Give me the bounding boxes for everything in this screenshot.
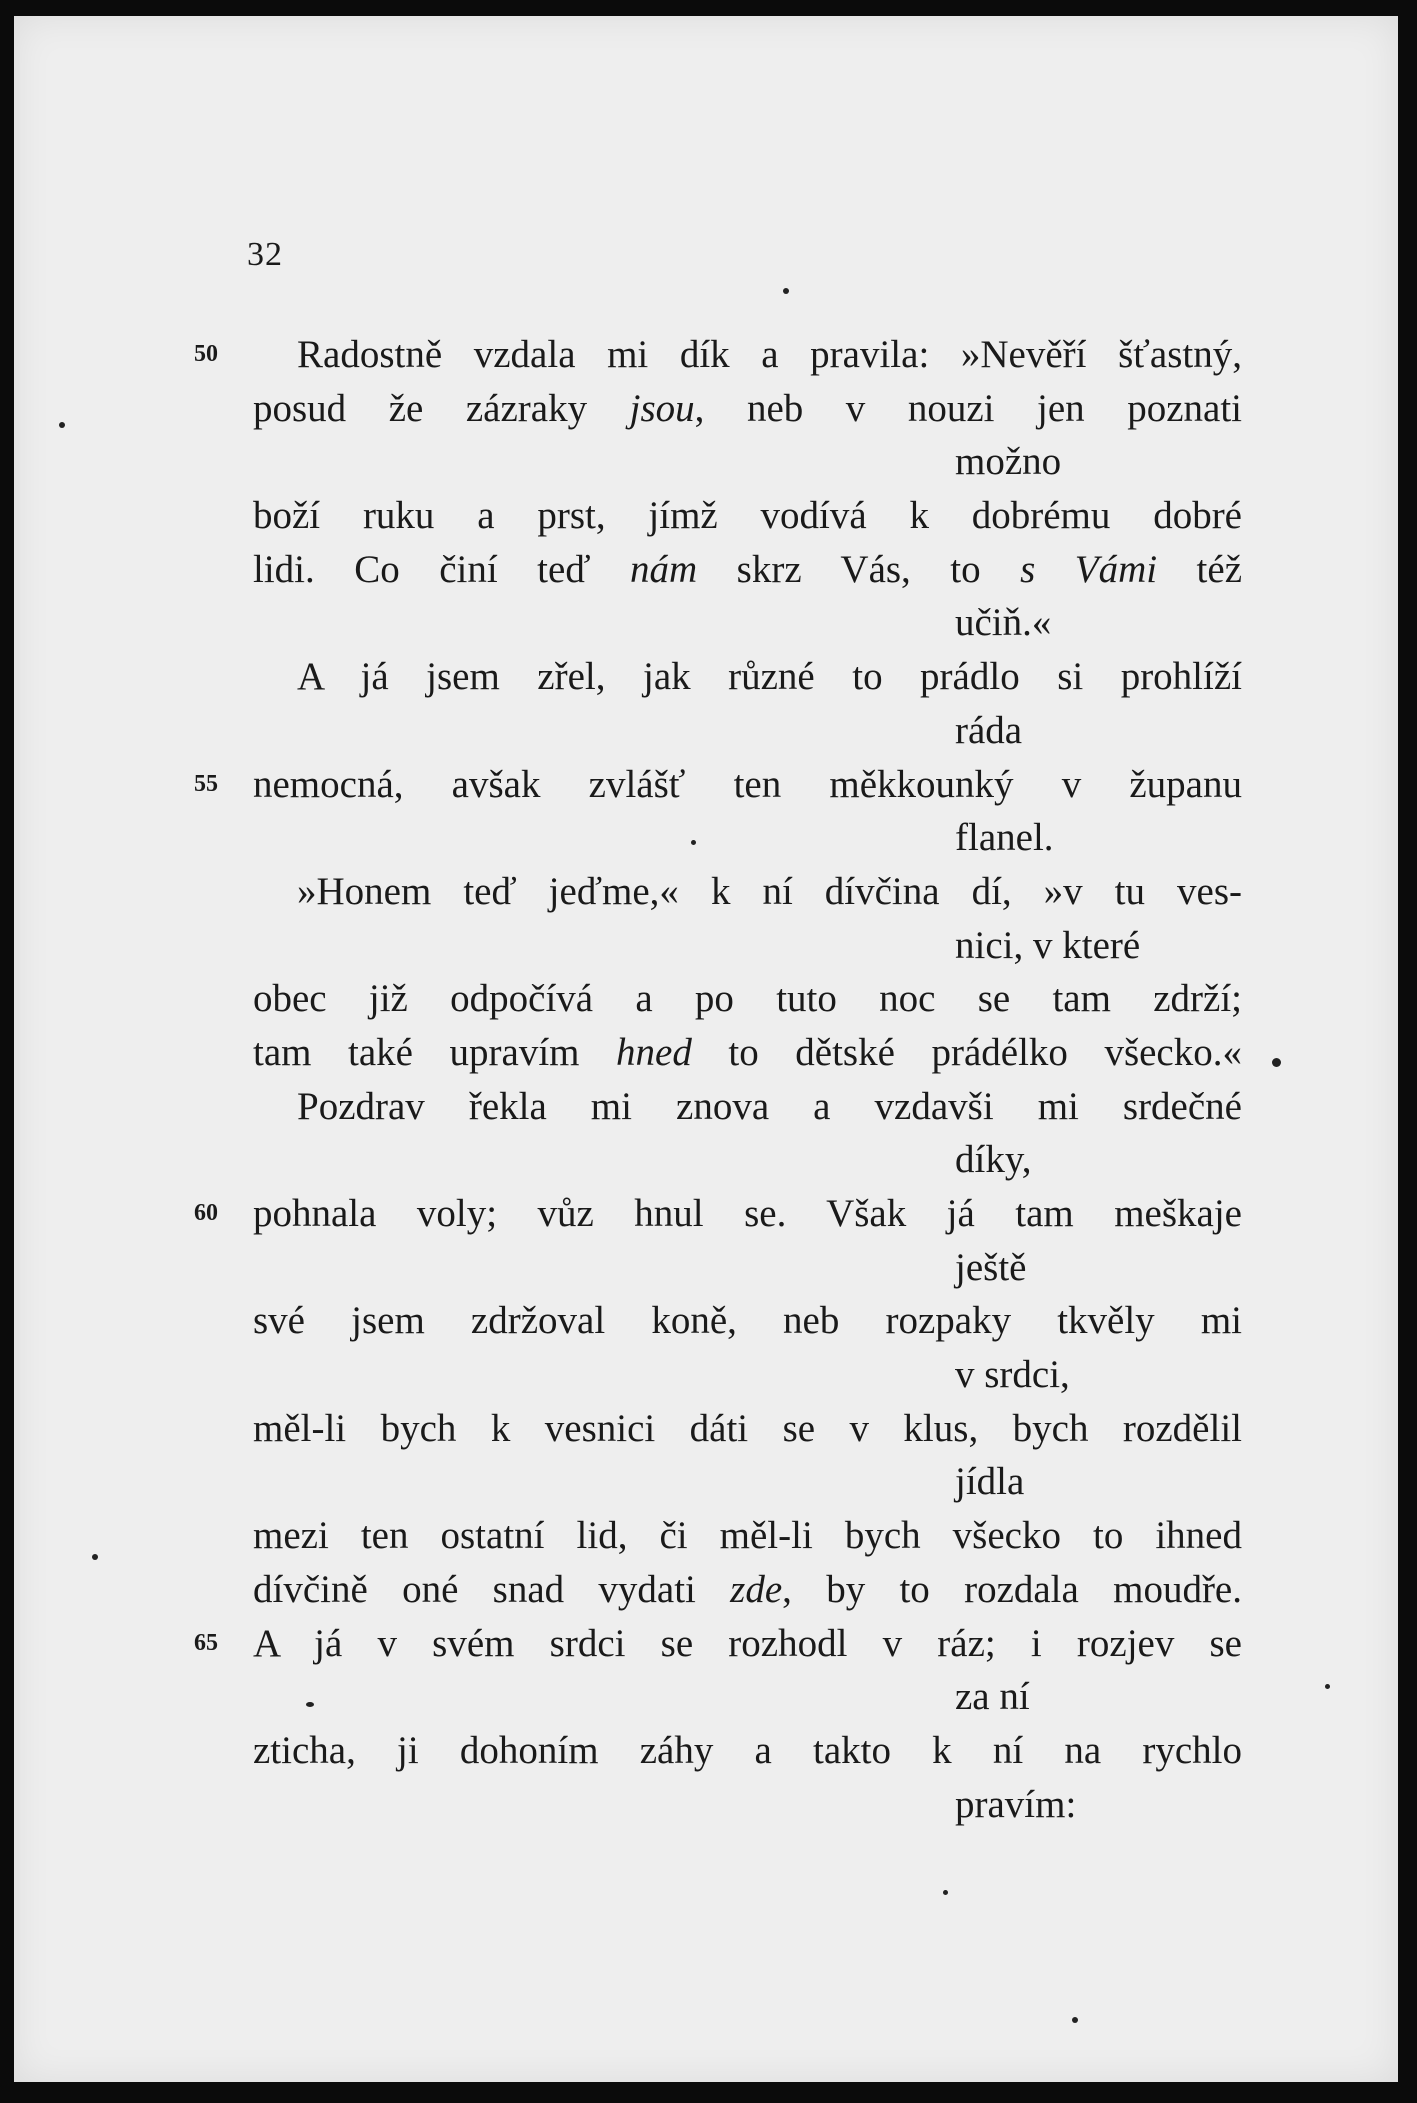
line-number: 65 bbox=[194, 1629, 218, 1656]
emphasized-word: jsou bbox=[629, 386, 695, 430]
verse-fragment: to dětské prádélko všecko.« bbox=[691, 1030, 1242, 1074]
verse-fragment: tam také upravím bbox=[253, 1030, 617, 1074]
verse-fragment: flanel. bbox=[955, 816, 1054, 860]
verse-text bbox=[253, 1724, 1242, 1778]
verse-text bbox=[253, 1617, 1242, 1671]
emphasized-word: zde bbox=[730, 1567, 783, 1611]
page-number: 32 bbox=[247, 236, 283, 273]
verse-line bbox=[14, 1617, 1398, 1671]
verse-continuation bbox=[14, 811, 1398, 865]
verse-line bbox=[14, 382, 1398, 436]
verse-continuation bbox=[14, 704, 1398, 758]
verse-text bbox=[955, 1348, 1070, 1402]
verse-fragment: »Honem teď jeďme,« k ní dívčina dí, »v tu ves- bbox=[297, 869, 1242, 913]
verse-text bbox=[253, 1402, 1242, 1456]
verse-text bbox=[955, 596, 1051, 650]
verse-fragment: skrz Vás, to bbox=[697, 547, 1021, 591]
verse-fragment: A já v svém srdci se rozhodl v ráz; i rozjev se bbox=[253, 1621, 1242, 1665]
verse-fragment: lidi. Co činí teď bbox=[253, 547, 631, 591]
verse-fragment: učiň.« bbox=[955, 601, 1052, 645]
verse-continuation bbox=[14, 596, 1398, 650]
emphasized-word: hned bbox=[616, 1030, 692, 1074]
verse-text bbox=[253, 1026, 1242, 1080]
verse-fragment: možno bbox=[955, 440, 1062, 484]
print-speck bbox=[59, 422, 65, 428]
print-speck bbox=[783, 288, 789, 294]
verse-text bbox=[955, 1455, 1024, 1509]
print-speck bbox=[1072, 2017, 1078, 2023]
verse-text bbox=[955, 1670, 1030, 1724]
verse-fragment: ještě bbox=[955, 1245, 1027, 1289]
print-speck bbox=[306, 1702, 314, 1707]
verse-line bbox=[14, 1294, 1398, 1348]
verse-line bbox=[14, 972, 1398, 1026]
verse-fragment: jídla bbox=[955, 1460, 1025, 1504]
verse-continuation bbox=[14, 1670, 1398, 1724]
verse-fragment: ráda bbox=[955, 708, 1023, 752]
line-number: 60 bbox=[194, 1200, 218, 1226]
line-number: 55 bbox=[194, 770, 218, 797]
verse-text bbox=[955, 704, 1022, 758]
print-speck bbox=[1272, 1058, 1281, 1067]
verse-fragment: nemocná, avšak zvlášť ten měkkounký v županu bbox=[253, 762, 1242, 806]
verse-continuation bbox=[14, 1778, 1398, 1832]
verse-text bbox=[253, 543, 1242, 597]
verse-fragment: Radostně vzdala mi dík a pravila: »Nevěří šťastný, bbox=[297, 333, 1242, 376]
verse-text bbox=[253, 758, 1242, 812]
verse-text bbox=[297, 865, 1242, 919]
verse-fragment: díky, bbox=[955, 1138, 1032, 1182]
verse-line bbox=[14, 1187, 1398, 1241]
verse-continuation bbox=[14, 1455, 1398, 1509]
print-speck bbox=[943, 1890, 948, 1895]
verse-text bbox=[955, 919, 1140, 973]
verse-fragment: dívčině oné snad vydati bbox=[253, 1567, 731, 1611]
verse-fragment: měl-li bych k vesnici dáti se v klus, bych rozdělil bbox=[253, 1406, 1242, 1450]
verse-continuation bbox=[14, 919, 1398, 973]
verse-text bbox=[253, 382, 1242, 436]
verse-fragment: též bbox=[1157, 547, 1243, 591]
verse-line bbox=[14, 543, 1398, 597]
verse-line bbox=[14, 1563, 1398, 1617]
verse-line bbox=[14, 1080, 1398, 1134]
verse-text bbox=[297, 650, 1242, 704]
verse-text bbox=[253, 1563, 1242, 1617]
verse-fragment: zticha, ji dohoním záhy a takto k ní na rychlo bbox=[253, 1728, 1242, 1772]
verse-fragment: boží ruku a prst, jímž vodívá k dobrému dobré bbox=[253, 494, 1242, 538]
verse-fragment: A já jsem zřel, jak různé to prádlo si prohlíží bbox=[297, 655, 1242, 699]
verse-fragment: pravím: bbox=[955, 1782, 1077, 1826]
verse-line bbox=[14, 865, 1398, 919]
verse-continuation bbox=[14, 1348, 1398, 1402]
verse-fragment: Pozdrav řekla mi znova a vzdavši mi srdečné bbox=[297, 1084, 1242, 1128]
book-page bbox=[14, 16, 1398, 2082]
verse-text bbox=[955, 435, 1061, 489]
verse-line bbox=[14, 328, 1398, 382]
verse-text bbox=[955, 1133, 1032, 1187]
verse-text bbox=[253, 1187, 1242, 1241]
verse-text bbox=[955, 1778, 1076, 1832]
verse-text bbox=[955, 1241, 1026, 1295]
verse-text bbox=[297, 328, 1242, 382]
verse-line bbox=[14, 1026, 1398, 1080]
verse-text bbox=[297, 1080, 1242, 1134]
verse-text bbox=[253, 1294, 1242, 1348]
print-speck bbox=[92, 1554, 98, 1560]
verse-fragment: v srdci, bbox=[955, 1353, 1070, 1397]
verse-continuation bbox=[14, 1133, 1398, 1187]
emphasized-word: s Vámi bbox=[1020, 547, 1158, 591]
print-speck bbox=[691, 840, 696, 845]
verse-fragment: obec již odpočívá a po tuto noc se tam zdrží; bbox=[253, 977, 1242, 1021]
emphasized-word: nám bbox=[630, 547, 698, 591]
verse-fragment: , by to rozdala moudře. bbox=[782, 1567, 1242, 1611]
verse-line bbox=[14, 758, 1398, 812]
verse-fragment: posud že zázraky bbox=[253, 386, 630, 430]
verse-text bbox=[955, 811, 1054, 865]
verse-text bbox=[253, 972, 1242, 1026]
verse-text bbox=[253, 1509, 1242, 1563]
verse-fragment: , neb v nouzi jen poznati bbox=[694, 386, 1242, 430]
poem-text bbox=[14, 328, 1398, 1831]
line-number: 50 bbox=[194, 341, 218, 367]
verse-line bbox=[14, 1724, 1398, 1778]
verse-continuation bbox=[14, 435, 1398, 489]
verse-line bbox=[14, 1509, 1398, 1563]
print-speck bbox=[1325, 1684, 1330, 1689]
verse-fragment: nici, v které bbox=[955, 923, 1141, 967]
verse-line bbox=[14, 1402, 1398, 1456]
verse-text bbox=[253, 489, 1242, 543]
verse-line bbox=[14, 650, 1398, 704]
verse-continuation bbox=[14, 1241, 1398, 1295]
verse-line bbox=[14, 489, 1398, 543]
verse-fragment: mezi ten ostatní lid, či měl-li bych všecko to ihned bbox=[253, 1514, 1242, 1558]
verse-fragment: pohnala voly; vůz hnul se. Však já tam meškaje bbox=[253, 1192, 1242, 1235]
verse-fragment: za ní bbox=[955, 1675, 1030, 1719]
verse-fragment: své jsem zdržoval koně, neb rozpaky tkvěly mi bbox=[253, 1299, 1242, 1343]
